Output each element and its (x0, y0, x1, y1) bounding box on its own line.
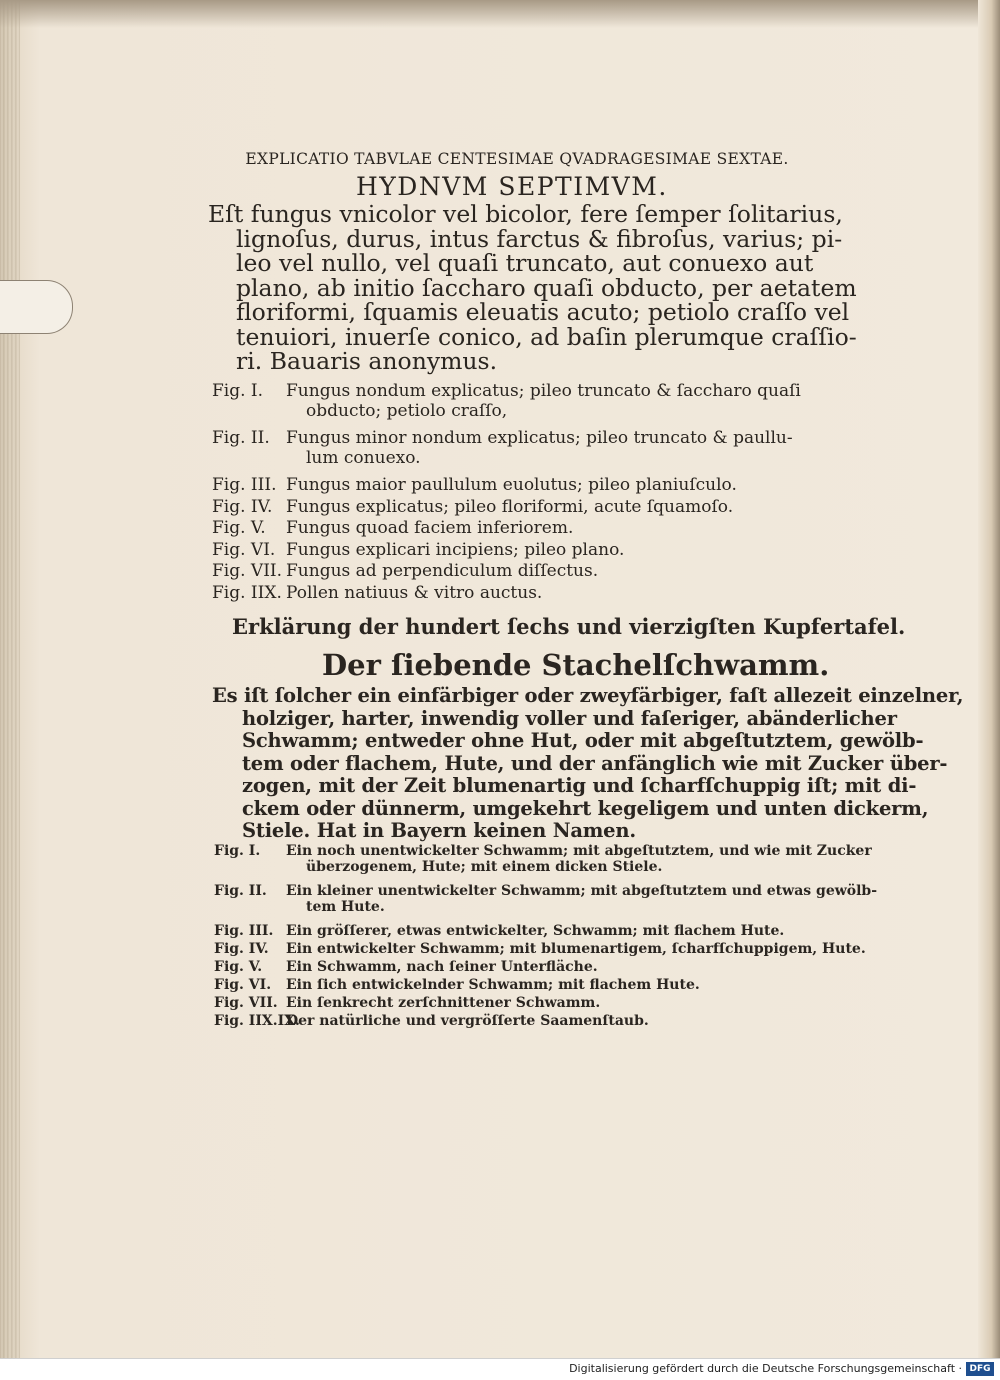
figure-label: Fig. III. (214, 923, 274, 939)
text-line: leo vel nullo, vel quaſi truncato, aut conuexo aut (236, 249, 814, 277)
figure-text-continued: obducto; petiolo craſſo, (306, 400, 508, 421)
figure-text: Ein Schwamm, nach ſeiner Unterfläche. (286, 959, 598, 975)
text-line: tem oder flachem, Hute, und der anfänglich wie mit Zucker über- (242, 751, 948, 775)
figure-label: Fig. IIX. (212, 582, 282, 603)
figure-text: Der natürliche und vergröſſerte Saamenſtaub. (286, 1013, 649, 1029)
figure-label: Fig. IIX.IX. (214, 1013, 300, 1029)
footer-credit: Digitalisierung gefördert durch die Deutsche Forschungsgemeinschaft · (569, 1362, 962, 1375)
text-line: holziger, harter, inwendig voller und faſeriger, abänderlicher (242, 706, 897, 730)
figure-text-continued: tem Hute. (306, 899, 385, 915)
figure-label: Fig. VII. (214, 995, 278, 1011)
figure-text-continued: überzogenem, Hute; mit einem dicken Stiele. (306, 859, 663, 875)
german-caption: Erklärung der hundert ſechs und vierzigſten Kupfertafel. (232, 614, 906, 639)
figure-text: Ein ſenkrecht zerſchnittener Schwamm. (286, 995, 601, 1011)
page-stack-edge (0, 0, 20, 1358)
german-title: Der ſiebende Stachelſchwamm. (322, 648, 830, 682)
figure-label: Fig. VI. (214, 977, 272, 993)
figure-label: Fig. V. (212, 518, 266, 538)
text-line: floriformi, ſquamis eleuatis acuto; petiolo craſſo vel (236, 298, 850, 326)
figure-text: Fungus maior paullulum euolutus; pileo planiuſculo. (286, 475, 737, 495)
figure-label: Fig. VI. (212, 539, 276, 560)
top-shadow (0, 0, 1000, 28)
figure-text: Ein ſich entwickelnder Schwamm; mit flachem Hute. (286, 977, 700, 993)
figure-text: Ein gröſſerer, etwas entwickelter, Schwamm; mit flachem Hute. (286, 923, 785, 939)
latin-title: HYDNVM SEPTIMVM. (356, 172, 668, 201)
text-line: Es iſt ſolcher ein einfärbiger oder zweyfärbiger, faſt allezeit einzelner, (212, 684, 964, 707)
figure-text: Fungus explicari incipiens; pileo plano. (286, 539, 625, 560)
footer-bar (0, 1358, 1000, 1380)
figure-label: Fig. IV. (214, 941, 269, 957)
figure-label: Fig. IV. (212, 496, 273, 517)
text-line: Stiele. Hat in Bayern keinen Namen. (242, 819, 636, 842)
figure-text: Ein noch unentwickelter Schwamm; mit abgeſtutztem, und wie mit Zucker (286, 843, 872, 859)
text-line: tenuiori, inuerſe conico, ad baſin plerumque craſſio- (236, 322, 857, 351)
text-line: zogen, mit der Zeit blumenartig und ſcharfſchuppig iſt; mit di- (242, 774, 917, 797)
figure-label: Fig. I. (214, 843, 261, 859)
figure-text-continued: lum conuexo. (306, 447, 421, 468)
text-line: Schwamm; entweder ohne Hut, oder mit abgeſtutztem, gewölb- (242, 729, 924, 752)
bookmark-tab (0, 280, 73, 334)
figure-label: Fig. VII. (212, 561, 283, 581)
text-line: ckem oder dünnerm, umgekehrt kegeligem und unten dickerm, (242, 796, 929, 820)
figure-text: Ein kleiner unentwickelter Schwamm; mit abgeſtutztem und etwas gewölb- (286, 883, 878, 899)
text-line: plano, ab initio ſaccharo quaſi obducto, per aetatem (236, 273, 857, 302)
latin-caption: EXPLICATIO TABVLAE CENTESIMAE QVADRAGESIMAE SEXTAE. (245, 150, 789, 168)
figure-text: Fungus minor nondum explicatus; pileo truncato & paullu- (286, 428, 793, 448)
dfg-logo: DFG (966, 1362, 994, 1376)
figure-label: Fig. II. (214, 883, 267, 899)
figure-text: Fungus nondum explicatus; pileo truncato & ſaccharo quaſi (286, 381, 801, 401)
text-line: Eſt fungus vnicolor vel bicolor, fere ſemper ſolitarius, (208, 200, 843, 228)
figure-label: Fig. II. (212, 428, 270, 448)
figure-label: Fig. III. (212, 475, 277, 495)
figure-text: Fungus quoad faciem inferiorem. (286, 518, 574, 538)
figure-text: Pollen natiuus & vitro auctus. (286, 582, 543, 603)
figure-label: Fig. I. (212, 381, 264, 401)
figure-text: Fungus explicatus; pileo floriformi, acute ſquamoſo. (286, 496, 734, 517)
text-line: ri. Bauaris anonymus. (236, 347, 498, 375)
figure-text: Fungus ad perpendiculum diſſectus. (286, 561, 599, 581)
figure-label: Fig. V. (214, 959, 263, 975)
binding-shadow (978, 0, 1000, 1358)
figure-text: Ein entwickelter Schwamm; mit blumenartigem, ſcharfſchuppigem, Hute. (286, 941, 866, 957)
text-line: lignoſus, durus, intus farctus & fibroſus, varius; pi- (236, 224, 843, 253)
